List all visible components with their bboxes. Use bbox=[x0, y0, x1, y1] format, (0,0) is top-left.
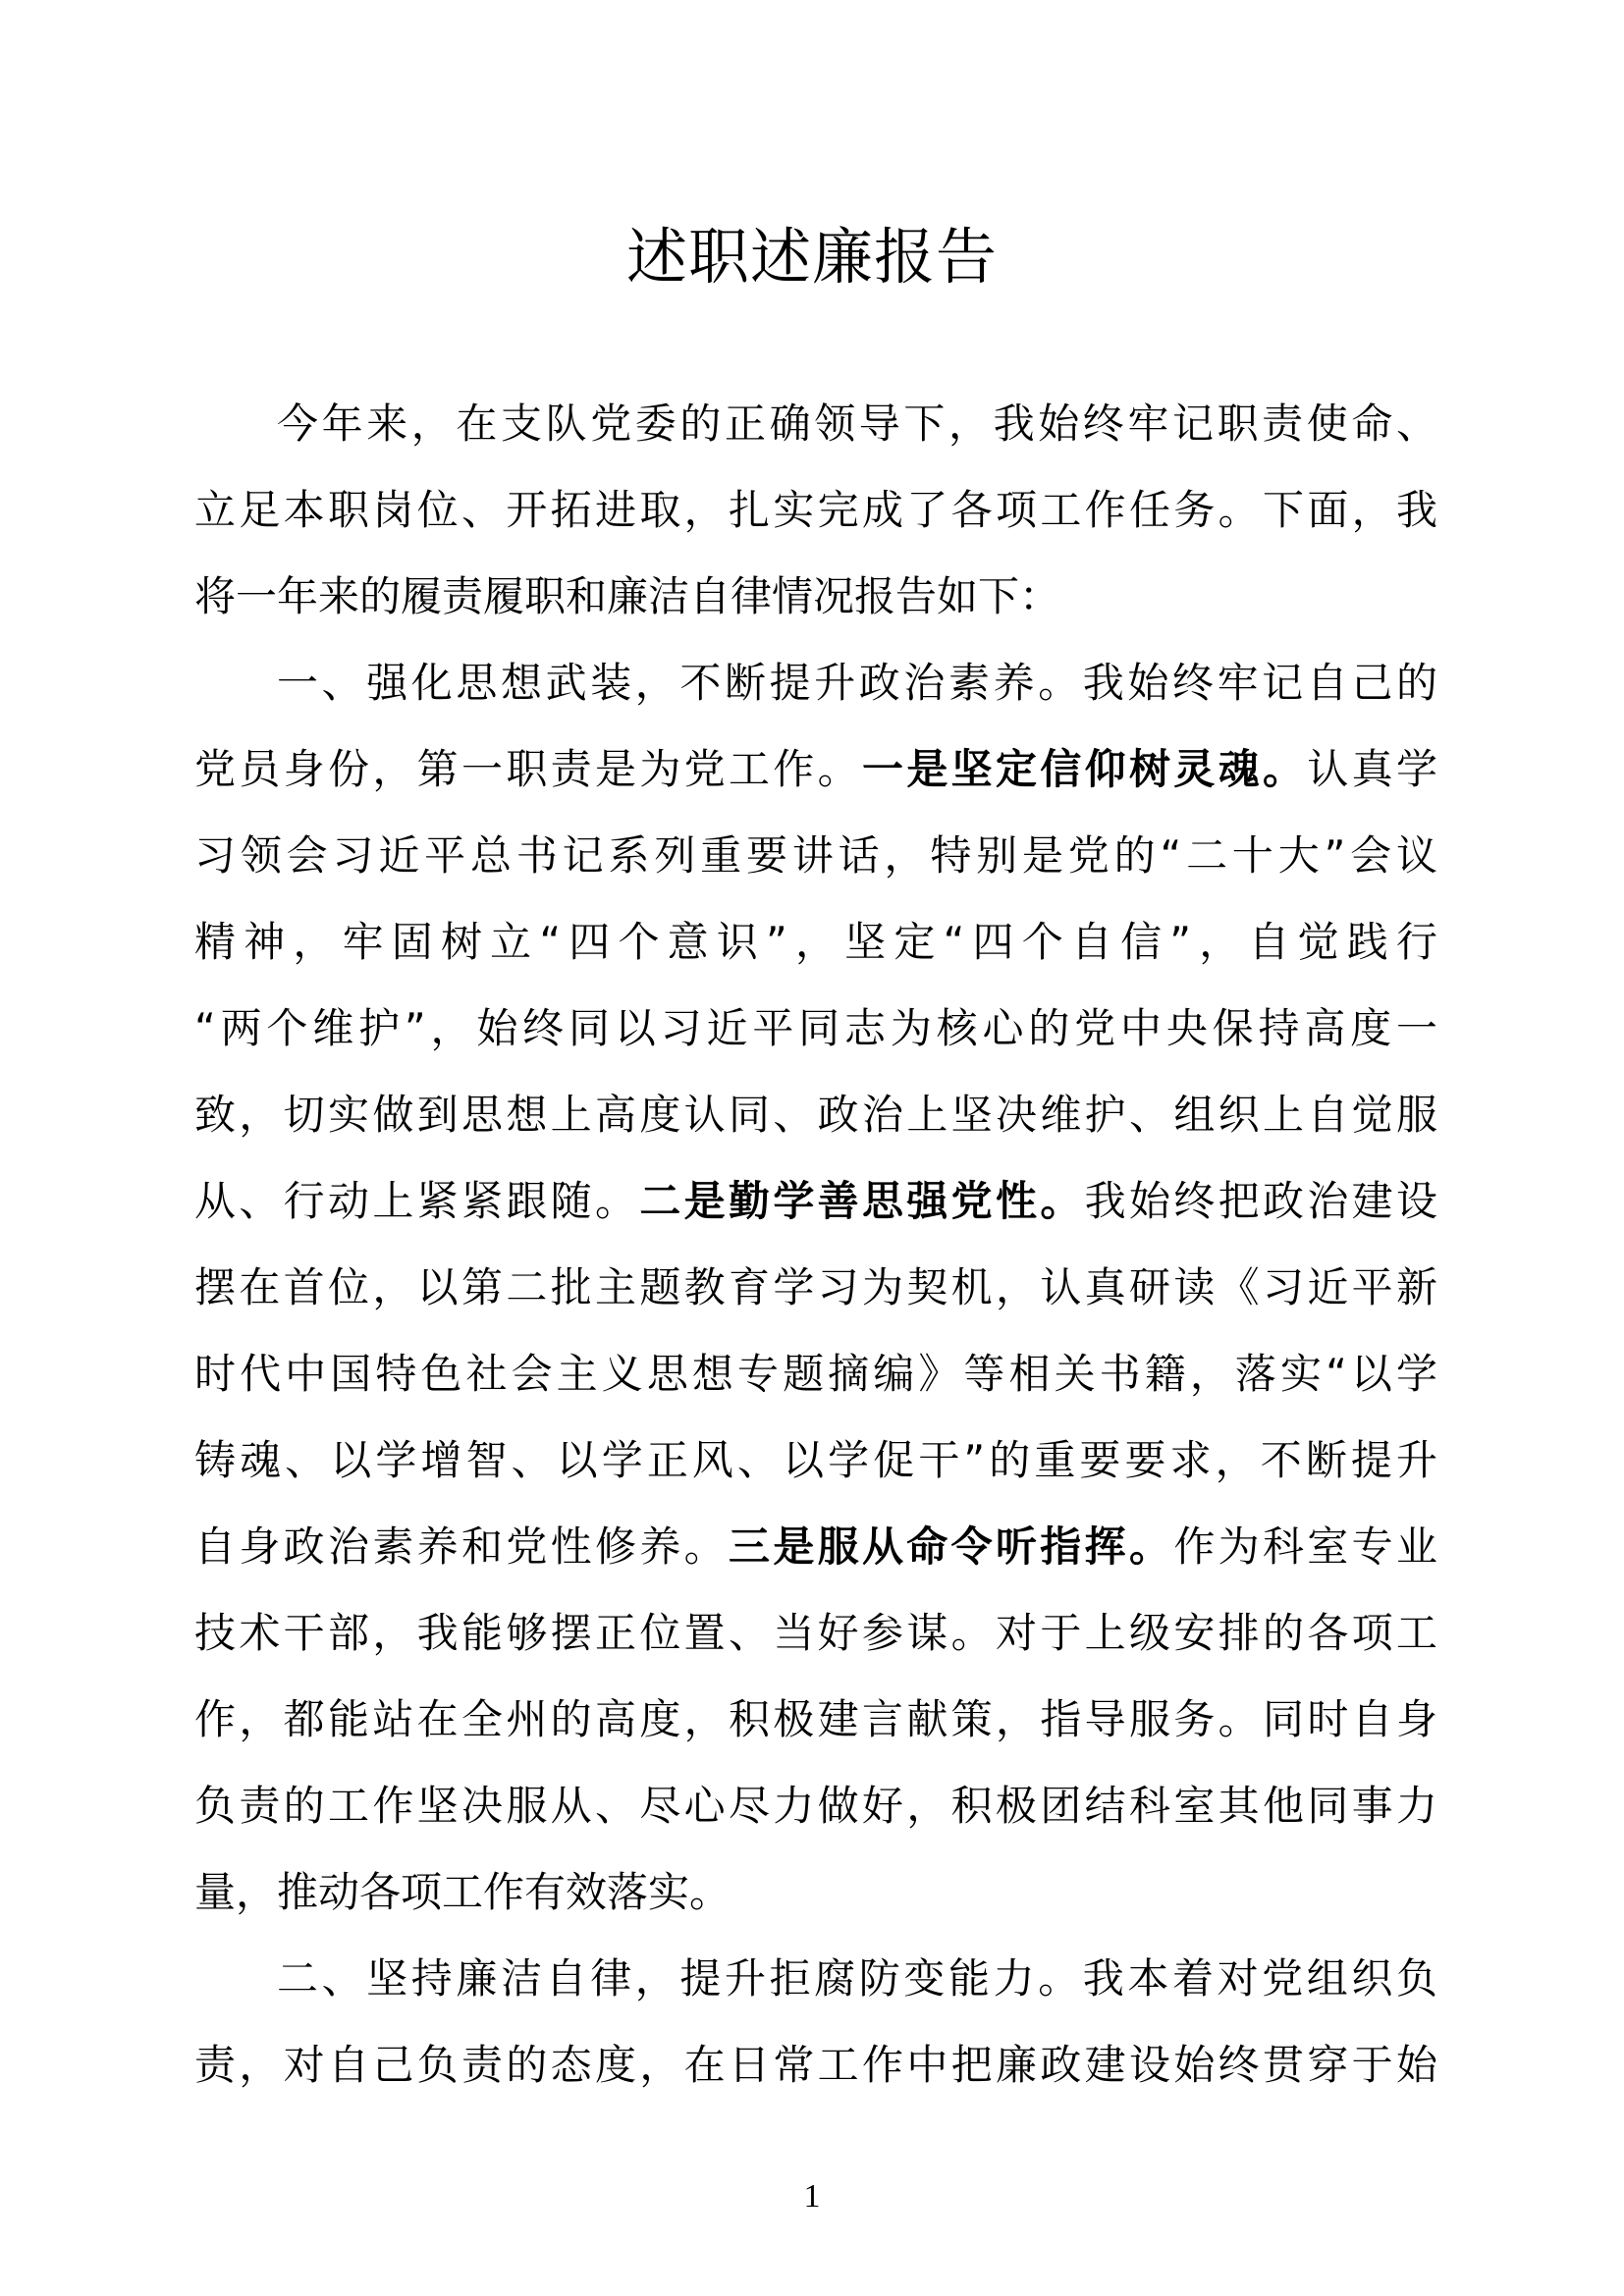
body-text-line bbox=[194, 2036, 1437, 2095]
body-text-line bbox=[194, 1604, 1437, 1663]
body-text-line bbox=[194, 913, 1437, 972]
body-text: 党员身份，第一职责是为党工作。 bbox=[194, 745, 862, 793]
body-text-line bbox=[194, 1431, 1437, 1490]
body-text-line bbox=[194, 481, 1437, 540]
body-text: 从、行动上紧紧跟随。 bbox=[194, 1177, 640, 1225]
body-text: 今年来，在支队党委的正确领导下，我始终牢记职责使命、 bbox=[277, 400, 1437, 448]
body-text: 负责的工作坚决服从、尽心尽力做好，积极团结科室其他同事力 bbox=[194, 1782, 1437, 1830]
body-text: 技术干部，我能够摆正位置、当好参谋。对于上级安排的各项工 bbox=[194, 1609, 1437, 1657]
body-text-line bbox=[194, 1086, 1437, 1145]
body-text-line bbox=[194, 567, 1437, 626]
body-text-line bbox=[194, 827, 1437, 885]
body-text-line bbox=[194, 1172, 1437, 1231]
body-text-line bbox=[277, 395, 1437, 454]
document-title: 述职述廉报告 bbox=[625, 221, 998, 293]
body-text: 习领会习近平总书记系列重要讲话，特别是党的“二十大”会议 bbox=[194, 831, 1437, 880]
body-text: 作，都能站在全州的高度，积极建言献策，指导服务。同时自身 bbox=[194, 1695, 1437, 1743]
body-text: 时代中国特色社会主义思想专题摘编》等相关书籍，落实“以学 bbox=[194, 1350, 1437, 1398]
body-text-line bbox=[277, 654, 1437, 713]
body-text-line bbox=[194, 1777, 1437, 1836]
bold-heading-text: 三是服从命令听指挥。 bbox=[728, 1522, 1174, 1571]
bold-heading-text: 一是坚定信仰树灵魂。 bbox=[861, 745, 1308, 793]
body-text: “两个维护”，始终同以习近平同志为核心的党中央保持高度一 bbox=[194, 1004, 1437, 1052]
body-text: 精神，牢固树立“四个意识”，坚定“四个自信”，自觉践行 bbox=[194, 918, 1437, 966]
body-text: 二、坚持廉洁自律，提升拒腐防变能力。我本着对党组织负 bbox=[277, 1954, 1437, 2002]
body-text: 作为科室专业 bbox=[1173, 1522, 1437, 1571]
body-text: 立足本职岗位、开拓进取，扎实完成了各项工作任务。下面，我 bbox=[194, 486, 1437, 534]
body-text: 我始终把政治建设 bbox=[1084, 1177, 1437, 1225]
body-text: 铸魂、以学增智、以学正风、以学促干”的重要要求，不断提升 bbox=[194, 1436, 1437, 1484]
body-text: 一、强化思想武装，不断提升政治素养。我始终牢记自己的 bbox=[277, 659, 1437, 707]
body-text-line bbox=[194, 1345, 1437, 1404]
body-text-line bbox=[194, 740, 1437, 799]
page-number: 1 bbox=[803, 2178, 821, 2215]
body-text: 致，切实做到思想上高度认同、政治上坚决维护、组织上自觉服 bbox=[194, 1091, 1437, 1139]
body-text: 责，对自己负责的态度，在日常工作中把廉政建设始终贯穿于始 bbox=[194, 2041, 1437, 2089]
body-text-line bbox=[194, 1258, 1437, 1317]
body-text: 认真学 bbox=[1307, 745, 1437, 793]
body-text-line bbox=[194, 1518, 1437, 1576]
body-text-line bbox=[194, 1690, 1437, 1749]
body-text: 自身政治素养和党性修养。 bbox=[194, 1522, 729, 1571]
body-text: 量，推动各项工作有效落实。 bbox=[194, 1868, 731, 1916]
body-text: 将一年来的履责履职和廉洁自律情况报告如下： bbox=[194, 572, 1061, 620]
body-text-line bbox=[194, 999, 1437, 1058]
bold-heading-text: 二是勤学善思强党性。 bbox=[639, 1177, 1085, 1225]
body-text: 摆在首位，以第二批主题教育学习为契机，认真研读《习近平新 bbox=[194, 1263, 1437, 1311]
body-text-line bbox=[194, 1863, 1437, 1922]
body-text-line bbox=[277, 1949, 1437, 2008]
